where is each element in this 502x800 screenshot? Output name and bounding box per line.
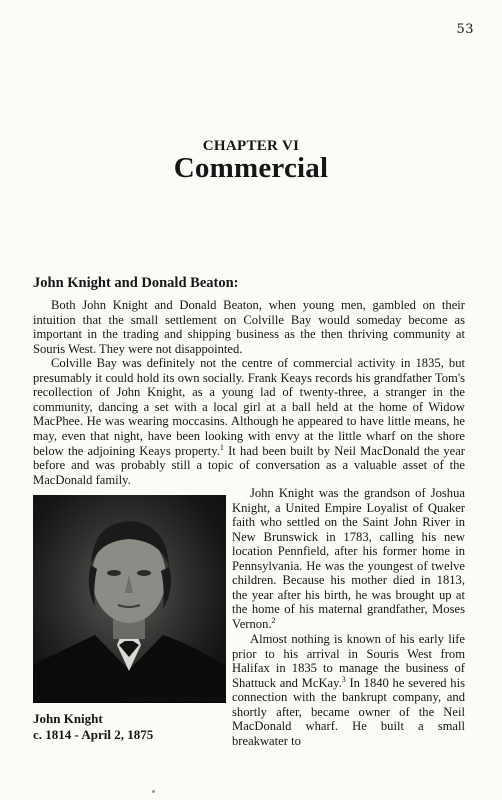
footnote-mark: 3 <box>341 674 346 684</box>
photo-caption-name: John Knight <box>33 711 103 726</box>
photo-credit: Courtesy Pictures of the Past by Leards. <box>123 696 226 703</box>
portrait-photo <box>33 495 226 703</box>
footnote-mark: 1 <box>219 442 224 452</box>
paragraph-text: In 1840 he severed his connection with the bankrupt company, and shortly after, became owner of the Neil MacDonald wharf. He built a small breakwater to <box>232 675 465 748</box>
column-paragraph <box>232 486 465 631</box>
section-heading: John Knight and Donald Beaton: <box>33 275 239 291</box>
portrait-figure <box>33 495 226 703</box>
chapter-label: CHAPTER VI <box>202 138 300 154</box>
column-paragraph <box>232 632 465 748</box>
paragraph-text: Both John Knight and Donald Beaton, when young men, gambled on their intuition that the small settlement on Colville Bay would someday become as important in the trading and shipping business as the then thriving community at Souris West. They were not disappointed. <box>33 298 465 356</box>
paragraph-text: Almost nothing is known of his early life prior to his arrival in Souris West from Halifax in 1835 to manage the business of Shattuck and McKay. <box>232 632 465 690</box>
print-speck <box>152 790 155 793</box>
paragraph-text: It had been built by Neil MacDonald the year before and was probably still a topic of conversation as a valuable asset of the MacDonald family. <box>33 443 466 487</box>
body-paragraph <box>33 356 465 487</box>
body-paragraph <box>33 298 465 356</box>
photo-caption-dates: c. 1814 - April 2, 1875 <box>33 727 154 742</box>
paragraph-text: Colville Bay was definitely not the centre of commercial activity in 1835, but presumably it could hold its own socially. Frank Keays records his grandfather Tom's recollection of John Knight, as a young lad of twenty-three, a stranger in the community, dancing a set with a local girl at a ball held at the home of Widow MacPhee. He was wearing moccasins. Although he appeared to have little means, he may, even that night, have been looking with envy at the little wharf on the shore below the adjoining Keays property. <box>33 356 465 458</box>
paragraph-text: John Knight was the grandson of Joshua Knight, a United Empire Loyalist of Quaker faith who settled on the Saint John River in New Brunswick in 1783, calling his new location Pennfield, after his former home in Pennsylvania. He was the youngest of twelve children. Because his mother died in 1813, the year after his birth, he was brought up at the home of his maternal grandfather, Moses Vernon. <box>232 486 465 631</box>
footnote-mark: 2 <box>271 615 276 625</box>
page-number: 53 <box>456 22 474 37</box>
chapter-title: Commercial <box>173 152 329 184</box>
